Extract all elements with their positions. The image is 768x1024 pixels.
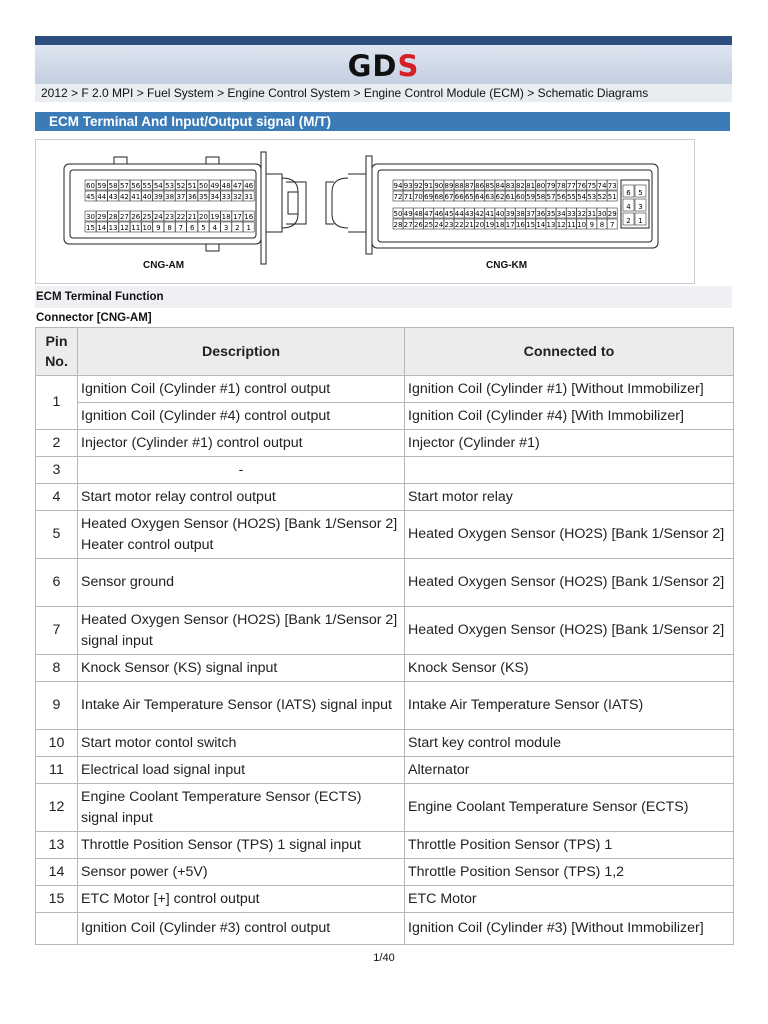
pin-label: 30 <box>597 210 607 218</box>
pin-connected-to: Heated Oxygen Sensor (HO2S) [Bank 1/Sensor 2] <box>405 559 734 607</box>
pin-label: 39 <box>505 210 515 218</box>
pin-number: 13 <box>36 832 78 859</box>
pin-label: 34 <box>556 210 566 218</box>
table-row <box>36 886 734 913</box>
pin-label: 9 <box>156 224 161 232</box>
pin-label: 25 <box>424 221 434 229</box>
pin-label: 29 <box>97 213 107 221</box>
pin-connected-to: Engine Coolant Temperature Sensor (ECTS) <box>405 784 734 832</box>
pin-description: Throttle Position Sensor (TPS) 1 signal input <box>78 832 405 859</box>
pin-label: 63 <box>485 193 495 201</box>
pin-description: - <box>78 457 405 484</box>
pin-table <box>35 327 734 945</box>
pin-label: 16 <box>244 213 254 221</box>
pin-description: Sensor ground <box>78 559 405 607</box>
cng-am-connector <box>64 152 306 264</box>
pin-label: 10 <box>577 221 587 229</box>
table-row <box>36 559 734 607</box>
pin-label: 42 <box>475 210 485 218</box>
pin-label: 29 <box>607 210 617 218</box>
connector-heading: Connector [CNG-AM] <box>36 312 152 324</box>
pin-label: 58 <box>536 193 546 201</box>
table-row <box>36 511 734 559</box>
pin-label: 31 <box>587 210 597 218</box>
pin-label: 27 <box>119 213 129 221</box>
pin-number: 4 <box>36 484 78 511</box>
pin-label: 45 <box>86 193 95 201</box>
pin-description: ETC Motor [+] control output <box>78 886 405 913</box>
pin-label: 80 <box>536 182 546 190</box>
pin-number: 14 <box>36 859 78 886</box>
pin-label: 54 <box>153 182 163 190</box>
pin-label: 33 <box>221 193 231 201</box>
page-number: 1/40 <box>373 952 395 964</box>
pin-label: 1 <box>246 224 251 232</box>
table-row <box>36 403 734 430</box>
pin-connected-to: ETC Motor <box>405 886 734 913</box>
pin-label: 8 <box>599 221 605 229</box>
pin-connected-to: Ignition Coil (Cylinder #4) [With Immobilizer] <box>405 403 734 430</box>
header-pin-no: Pin No. <box>36 328 78 376</box>
pin-label: 91 <box>424 182 434 190</box>
pin-label: 24 <box>434 221 444 229</box>
table-row <box>36 682 734 730</box>
pin-label: 5 <box>638 189 643 197</box>
pin-number: 8 <box>36 655 78 682</box>
pin-label: 23 <box>165 213 175 221</box>
pin-description: Ignition Coil (Cylinder #1) control output <box>78 376 405 403</box>
cng-km-connector <box>326 156 658 254</box>
pin-label: 40 <box>495 210 505 218</box>
table-row <box>36 457 734 484</box>
pin-label: 31 <box>244 193 254 201</box>
pin-label: 71 <box>403 193 413 201</box>
pin-label: 89 <box>444 182 454 190</box>
pin-label: 24 <box>153 213 163 221</box>
pin-label: 48 <box>221 182 231 190</box>
pin-label: 44 <box>454 210 464 218</box>
pin-connected-to: Heated Oxygen Sensor (HO2S) [Bank 1/Sensor 2] <box>405 607 734 655</box>
pin-description: Knock Sensor (KS) signal input <box>78 655 405 682</box>
pin-label: 26 <box>131 213 141 221</box>
table-row <box>36 784 734 832</box>
pin-label: 43 <box>464 210 474 218</box>
pin-number: 10 <box>36 730 78 757</box>
pin-number: 6 <box>36 559 78 607</box>
pin-label: 46 <box>244 182 254 190</box>
pin-label: 48 <box>413 210 423 218</box>
pin-label: 53 <box>165 182 175 190</box>
pin-label: 69 <box>424 193 434 201</box>
table-row <box>36 832 734 859</box>
pin-connected-to: Throttle Position Sensor (TPS) 1,2 <box>405 859 734 886</box>
pin-label: 46 <box>434 210 444 218</box>
pin-label: 60 <box>86 182 95 190</box>
pin-connected-to: Intake Air Temperature Sensor (IATS) <box>405 682 734 730</box>
table-row <box>36 859 734 886</box>
pin-label: 73 <box>607 182 617 190</box>
pin-label: 57 <box>546 193 556 201</box>
page-header <box>35 36 732 84</box>
pin-label: 13 <box>546 221 556 229</box>
pin-label: 36 <box>536 210 546 218</box>
pin-label: 44 <box>97 193 107 201</box>
pin-label: 75 <box>587 182 597 190</box>
pin-description: Heated Oxygen Sensor (HO2S) [Bank 1/Sensor 2] Heater control output <box>78 511 405 559</box>
pin-label: 7 <box>178 224 184 232</box>
pin-label: 82 <box>515 182 525 190</box>
pin-label: 88 <box>454 182 464 190</box>
pin-label: 57 <box>119 182 129 190</box>
pin-label: 50 <box>393 210 403 218</box>
pin-label: 6 <box>626 189 631 197</box>
pin-label: 43 <box>108 193 118 201</box>
pin-description: Sensor power (+5V) <box>78 859 405 886</box>
pin-connected-to: Alternator <box>405 757 734 784</box>
pin-label: 74 <box>597 182 607 190</box>
pin-label: 52 <box>597 193 607 201</box>
pin-label: 14 <box>536 221 546 229</box>
pin-label: 30 <box>86 213 95 221</box>
pin-label: 28 <box>108 213 118 221</box>
pin-label: 84 <box>495 182 505 190</box>
pin-label: 18 <box>221 213 231 221</box>
pin-label: 12 <box>556 221 566 229</box>
table-row <box>36 430 734 457</box>
pin-connected-to: Heated Oxygen Sensor (HO2S) [Bank 1/Sensor 2] <box>405 511 734 559</box>
pin-label: 50 <box>199 182 208 190</box>
pin-label: 47 <box>232 182 242 190</box>
pin-connected-to: Ignition Coil (Cylinder #1) [Without Immobilizer] <box>405 376 734 403</box>
pin-label: 16 <box>515 221 525 229</box>
pin-label: 12 <box>119 224 129 232</box>
pin-label: 28 <box>393 221 403 229</box>
pin-description: Engine Coolant Temperature Sensor (ECTS) signal input <box>78 784 405 832</box>
pin-label: 3 <box>223 224 229 232</box>
pin-label: 33 <box>566 210 576 218</box>
pin-label: 59 <box>526 193 536 201</box>
pin-label: 42 <box>119 193 129 201</box>
pin-label: 21 <box>187 213 197 221</box>
pin-label: 37 <box>526 210 536 218</box>
pin-label: 7 <box>609 221 615 229</box>
pin-label: 65 <box>464 193 474 201</box>
pin-label: 51 <box>607 193 617 201</box>
pin-label: 70 <box>413 193 423 201</box>
pin-number: 9 <box>36 682 78 730</box>
pin-label: 9 <box>589 221 595 229</box>
pin-label: 39 <box>153 193 163 201</box>
pin-connected-to: Start motor relay <box>405 484 734 511</box>
cng-am-pin-grid <box>85 180 254 232</box>
pin-label: 2 <box>235 224 240 232</box>
pin-description: Start motor relay control output <box>78 484 405 511</box>
table-header-row <box>36 328 734 376</box>
pin-label: 94 <box>393 182 403 190</box>
pin-connected-to: Knock Sensor (KS) <box>405 655 734 682</box>
pin-label: 66 <box>454 193 464 201</box>
section-title: ECM Terminal And Input/Output signal (M/T) <box>35 112 730 131</box>
pin-label: 35 <box>546 210 556 218</box>
pin-label: 13 <box>108 224 118 232</box>
connector-diagram <box>35 139 695 284</box>
pin-label: 32 <box>232 193 242 201</box>
header-description: Description <box>78 328 405 376</box>
pin-connected-to: Ignition Coil (Cylinder #3) [Without Immobilizer] <box>405 913 734 945</box>
pin-number: 2 <box>36 430 78 457</box>
pin-label: 79 <box>546 182 556 190</box>
pin-label: 51 <box>187 182 197 190</box>
pin-label: 34 <box>210 193 220 201</box>
pin-label: 11 <box>131 224 141 232</box>
pin-label: 58 <box>108 182 118 190</box>
cng-am-label: CNG-AM <box>143 260 185 271</box>
pin-label: 27 <box>403 221 413 229</box>
pin-label: 59 <box>97 182 107 190</box>
pin-label: 92 <box>413 182 423 190</box>
pin-label: 1 <box>638 217 643 225</box>
pin-connected-to: Throttle Position Sensor (TPS) 1 <box>405 832 734 859</box>
pin-label: 23 <box>444 221 454 229</box>
pin-label: 20 <box>199 213 208 221</box>
pin-label: 64 <box>475 193 485 201</box>
pin-label: 6 <box>189 224 195 232</box>
pin-label: 49 <box>403 210 413 218</box>
pin-label: 76 <box>577 182 587 190</box>
pin-label: 8 <box>167 224 172 232</box>
cng-km-label: CNG-KM <box>486 260 528 271</box>
pin-description: Ignition Coil (Cylinder #3) control output <box>78 913 405 945</box>
pin-description: Injector (Cylinder #1) control output <box>78 430 405 457</box>
pin-label: 55 <box>566 193 576 201</box>
pin-label: 85 <box>485 182 495 190</box>
pin-label: 38 <box>165 193 175 201</box>
table-row <box>36 376 734 403</box>
pin-label: 68 <box>434 193 444 201</box>
pin-label: 17 <box>232 213 242 221</box>
pin-label: 67 <box>444 193 454 201</box>
pin-label: 17 <box>505 221 515 229</box>
pin-label: 81 <box>526 182 536 190</box>
pin-label: 4 <box>212 224 218 232</box>
pin-label: 18 <box>495 221 505 229</box>
pin-label: 19 <box>485 221 495 229</box>
cng-km-pin-grid <box>393 180 646 229</box>
pin-label: 37 <box>176 193 186 201</box>
pin-connected-to: Start key control module <box>405 730 734 757</box>
pin-label: 72 <box>393 193 403 201</box>
pin-label: 78 <box>556 182 566 190</box>
pin-number: 15 <box>36 886 78 913</box>
table-row <box>36 913 734 945</box>
pin-label: 19 <box>210 213 220 221</box>
pin-label: 20 <box>475 221 485 229</box>
table-row <box>36 730 734 757</box>
pin-description: Heated Oxygen Sensor (HO2S) [Bank 1/Sensor 2] signal input <box>78 607 405 655</box>
pin-label: 60 <box>515 193 525 201</box>
pin-label: 56 <box>131 182 141 190</box>
pin-label: 93 <box>403 182 413 190</box>
pin-label: 3 <box>638 203 643 211</box>
pin-label: 21 <box>464 221 474 229</box>
pin-description: Intake Air Temperature Sensor (IATS) signal input <box>78 682 405 730</box>
pin-label: 87 <box>464 182 474 190</box>
pin-label: 35 <box>199 193 208 201</box>
table-row <box>36 655 734 682</box>
pin-number <box>36 913 78 945</box>
pin-number: 7 <box>36 607 78 655</box>
pin-label: 47 <box>424 210 434 218</box>
pin-label: 41 <box>485 210 495 218</box>
pin-label: 53 <box>587 193 597 201</box>
pin-label: 56 <box>556 193 566 201</box>
table-row <box>36 607 734 655</box>
gds-logo: GDS <box>347 49 420 83</box>
pin-label: 4 <box>626 203 631 211</box>
pin-description: Electrical load signal input <box>78 757 405 784</box>
pin-label: 62 <box>495 193 505 201</box>
pin-label: 83 <box>505 182 515 190</box>
pin-description: Start motor contol switch <box>78 730 405 757</box>
pin-label: 90 <box>434 182 444 190</box>
pin-label: 40 <box>142 193 152 201</box>
pin-label: 22 <box>454 221 464 229</box>
terminal-function-heading: ECM Terminal Function <box>35 286 732 308</box>
pin-label: 38 <box>515 210 525 218</box>
pin-label: 25 <box>142 213 152 221</box>
pin-number: 11 <box>36 757 78 784</box>
pin-label: 41 <box>131 193 141 201</box>
pin-label: 5 <box>201 224 206 232</box>
pin-label: 26 <box>413 221 423 229</box>
pin-label: 32 <box>577 210 587 218</box>
pin-label: 86 <box>475 182 485 190</box>
pin-label: 2 <box>626 217 631 225</box>
pin-label: 36 <box>187 193 197 201</box>
pin-label: 77 <box>566 182 576 190</box>
pin-number: 12 <box>36 784 78 832</box>
connector-drawing <box>36 140 696 285</box>
pin-label: 54 <box>577 193 587 201</box>
pin-label: 61 <box>505 193 515 201</box>
pin-description: Ignition Coil (Cylinder #4) control output <box>78 403 405 430</box>
pin-label: 22 <box>176 213 186 221</box>
header-connected-to: Connected to <box>405 328 734 376</box>
pin-label: 11 <box>566 221 576 229</box>
breadcrumb[interactable]: 2012 > F 2.0 MPI > Fuel System > Engine Control System > Engine Control Module (ECM) > Schematic Diagrams <box>35 84 732 102</box>
pin-connected-to <box>405 457 734 484</box>
pin-label: 15 <box>526 221 536 229</box>
pin-label: 10 <box>142 224 152 232</box>
table-row <box>36 484 734 511</box>
pin-label: 14 <box>97 224 107 232</box>
pin-number: 5 <box>36 511 78 559</box>
pin-number: 3 <box>36 457 78 484</box>
pin-label: 45 <box>444 210 454 218</box>
pin-label: 52 <box>176 182 186 190</box>
pin-label: 49 <box>210 182 220 190</box>
table-row <box>36 757 734 784</box>
pin-number: 1 <box>36 376 78 430</box>
pin-label: 55 <box>142 182 152 190</box>
pin-connected-to: Injector (Cylinder #1) <box>405 430 734 457</box>
pin-label: 15 <box>86 224 95 232</box>
